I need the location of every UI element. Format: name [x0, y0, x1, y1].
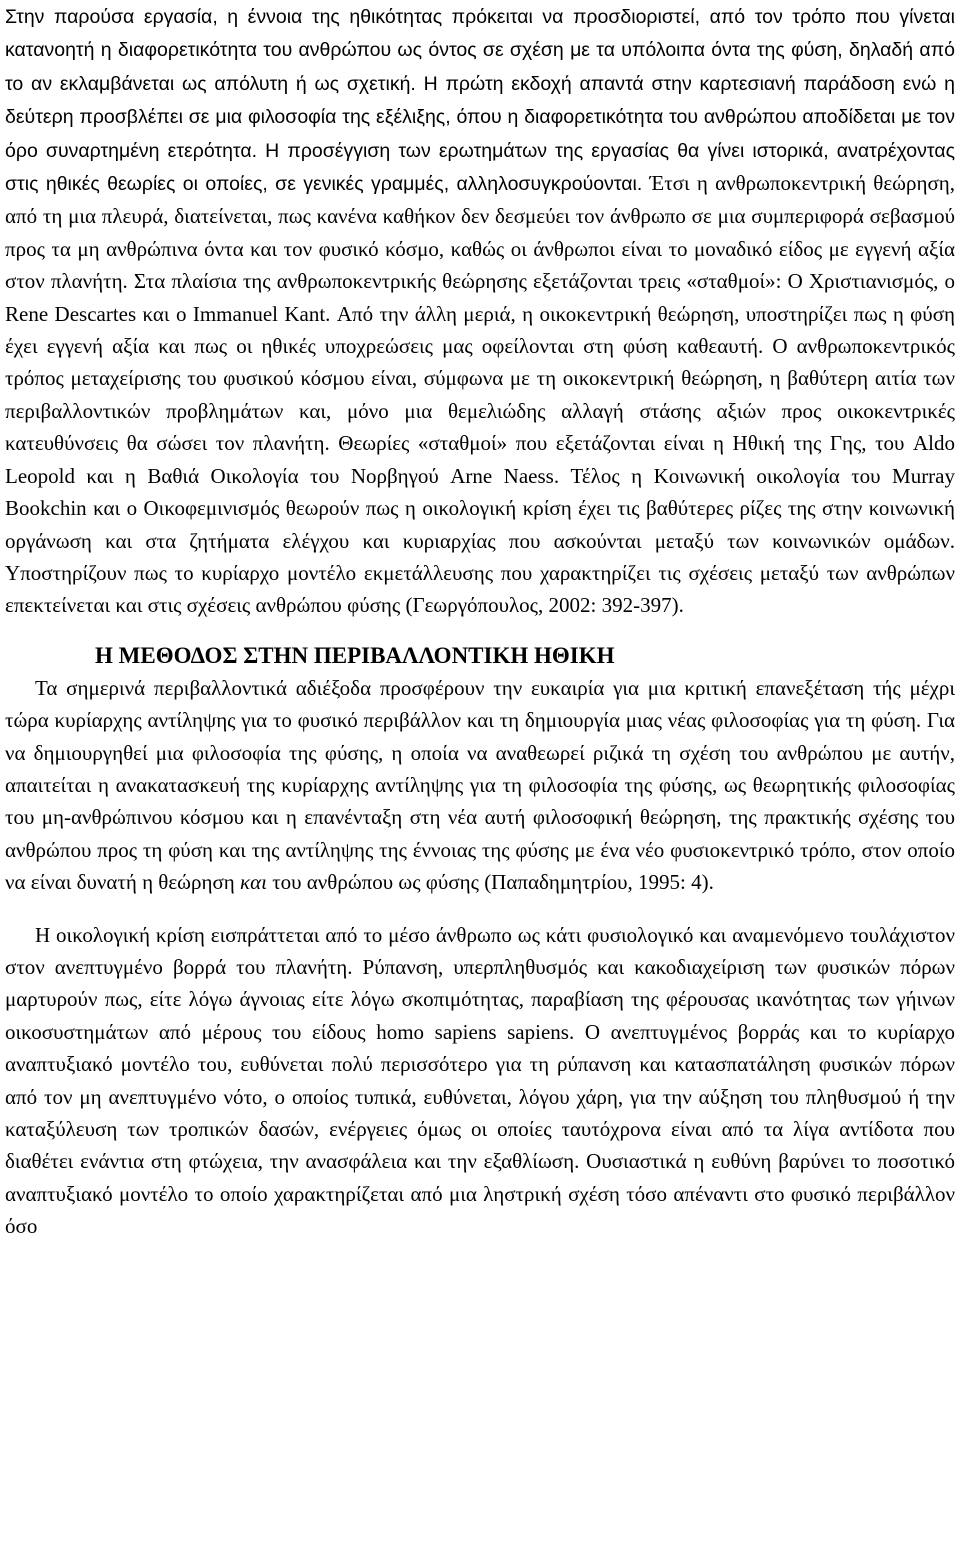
- paragraph-method-text-b: του ανθρώπου ως φύσης (Παπαδημητρίου, 1995: 4).: [266, 870, 714, 895]
- paragraph-method: [5, 672, 955, 899]
- paragraph-method-italic: και: [240, 870, 267, 895]
- document-page: [5, 0, 955, 1243]
- paragraph-intro-serif-text: Έτσι η ανθρωποκεντρική θεώρηση, από τη μια πλευρά, διατείνεται, πως κανένα καθήκον δεν δεσμεύει τον άνθρωπο σε μια συμπεριφορά σεβασμού προς τα μη ανθρώπινα όντα και τον φυσικό κόσμο, καθώς οι άνθρωποι είναι το μοναδικό είδος με εγγενή αξία στον πλανήτη. Στα πλαίσια της ανθρωποκεντρικής θεώρησης εξετάζονται τρεις «σταθμοί»: Ο Χριστιανισμός, ο Rene Descartes και ο Immanuel Kant. Από την άλλη μεριά, η οικοκεντρική θεώρηση, υποστηρίζει πως η φύση έχει εγγενή αξία και πως οι ηθικές υποχρεώσεις μας οφείλονται στη φύση καθεαυτή. Ο ανθρωποκεντρικός τρόπος μεταχείρισης του φυσικού κόσμου είναι, σύμφωνα με τη οικοκεντρική θεώρηση, η βαθύτερη αιτία των περιβαλλοντικών προβλημάτων και, μόνο μια θεμελιώδης αλλαγή στάσης αξιών προς οικοκεντρικές κατευθύνσεις θα σώσει τον πλανήτη. Θεωρίες «σταθμοί» που εξετάζονται είναι η Ηθική της Γης, του Aldo Leopold και η Βαθιά Οικολογία του Νορβηγού Arne Naess. Τέλος η Κοινωνική οικολογία του Murray Bookchin και ο Οικοφεμινισμός θεωρούν πως η οικολογική κρίση έχει τις βαθύτερες ρίζες της στην κοινωνική οργάνωση και στα ζητήματα ελέγχου και κυριαρχίας που ασκούνται μεταξύ των κοινωνικών ομάδων. Υποστηρίζουν πως το κυρίαρχο μοντέλο εκμετάλλευσης που χαρακτηρίζει τις σχέσεις μεταξύ των ανθρώπων επεκτείνεται και στις σχέσεις ανθρώπου φύσης (Γεωργόπουλος, 2002: 392-397).: [5, 171, 955, 618]
- paragraph-method-text-a: Τα σημερινά περιβαλλοντικά αδιέξοδα προσφέρουν την ευκαιρία για μια κριτική επανεξέταση τής μέχρι τώρα κυρίαρχης αντίληψης για το φυσικό περιβάλλον και τη δημιουργία μιας νέας φιλοσοφίας για τη φύση. Για να δημιουργηθεί μια φιλοσοφία της φύσης, η οποία να αναθεωρεί ριζικά τη σχέση του ανθρώπου με αυτήν, απαιτείται η ανακατασκευή της κυρίαρχης αντίληψης για τη φιλοσοφία της φύσης, ως θεωρητικής φιλοσοφίας του μη-ανθρώπινου κόσμου και η επανένταξη στη νέα αυτή φιλοσοφική θεώρηση, της πρακτικής σχέσης του ανθρώπου προς τη φύση και της αντίληψης της έννοιας της φύσης με ένα νέο φυσιοκεντρικό τρόπο, στον οποίο να είναι δυνατή η θεώρηση: [5, 675, 955, 895]
- paragraph-intro-sans-text: Στην παρούσα εργασία, η έννοια της ηθικότητας πρόκειται να προσδιοριστεί, από τον τρόπο που γίνεται κατανοητή η διαφορετικότητα του ανθρώπου ως όντος σε σχέση με τα υπόλοιπα όντα της φύση, δηλαδή από το αν εκλαμβάνεται ως απόλυτη ή ως σχετική. Η πρώτη εκδοχή απαντά στην καρτεσιανή παράδοση ενώ η δεύτερη προσβλέπει σε μια φιλοσοφία της εξέλιξης, όπου η διαφορετικότητα του ανθρώπου αποδίδεται με τον όρο συναρτημένη ετερότητα. Η προσέγγιση των ερωτημάτων της εργασίας θα γίνει ιστορικά, ανατρέχοντας στις ηθικές θεωρίες οι οποίες, σε γενικές γραμμές, αλληλοσυγκρούονται.: [5, 6, 955, 196]
- section-heading: Η ΜΕΘΟΔΟΣ ΣΤΗΝ ΠΕΡΙΒΑΛΛΟΝΤΙΚΗ ΗΘΙΚΗ: [95, 642, 615, 668]
- paragraph-ecological-crisis: Η οικολογική κρίση εισπράττεται από το μέσο άνθρωπο ως κάτι φυσιολογικό και αναμενόμενο τουλάχιστον στον ανεπτυγμένο βορρά του πλανήτη. Ρύπανση, υπερπληθυσμός και κακοδιαχείριση των φυσικών πόρων μαρτυρούν πως, είτε λόγω άγνοιας είτε λόγω σκοπιμότητας, παραβίαση της φέρουσας ικανότητας των γήινων οικοσυστημάτων από μέρους του είδους homo sapiens sapiens. Ο ανεπτυγμένος βορράς και το κυρίαρχο αναπτυξιακό μοντέλο του, ευθύνεται πολύ περισσότερο για τη ρύπανση και κατασπατάληση φυσικών πόρων από τον μη ανεπτυγμένο νότο, ο οποίος τυπικά, ευθύνεται, λόγου χάρη, για την αύξηση του πληθυσμού ή την καταξύλευση των τροπικών δασών, ενέργειες όμως οι οποίες ταυτόχρονα είναι από τα λίγα αντίδοτα που διαθέτει ενάντια στη φτώχεια, την ανασφάλεια και την εξαθλίωση. Ουσιαστικά η ευθύνη βαρύνει το ποσοτικό αναπτυξιακό μοντέλο το οποίο χαρακτηρίζεται από μια ληστρική σχέση τόσο απέναντι στο φυσικό περιβάλλον όσο: [5, 922, 955, 1239]
- paragraph-intro: [5, 0, 955, 622]
